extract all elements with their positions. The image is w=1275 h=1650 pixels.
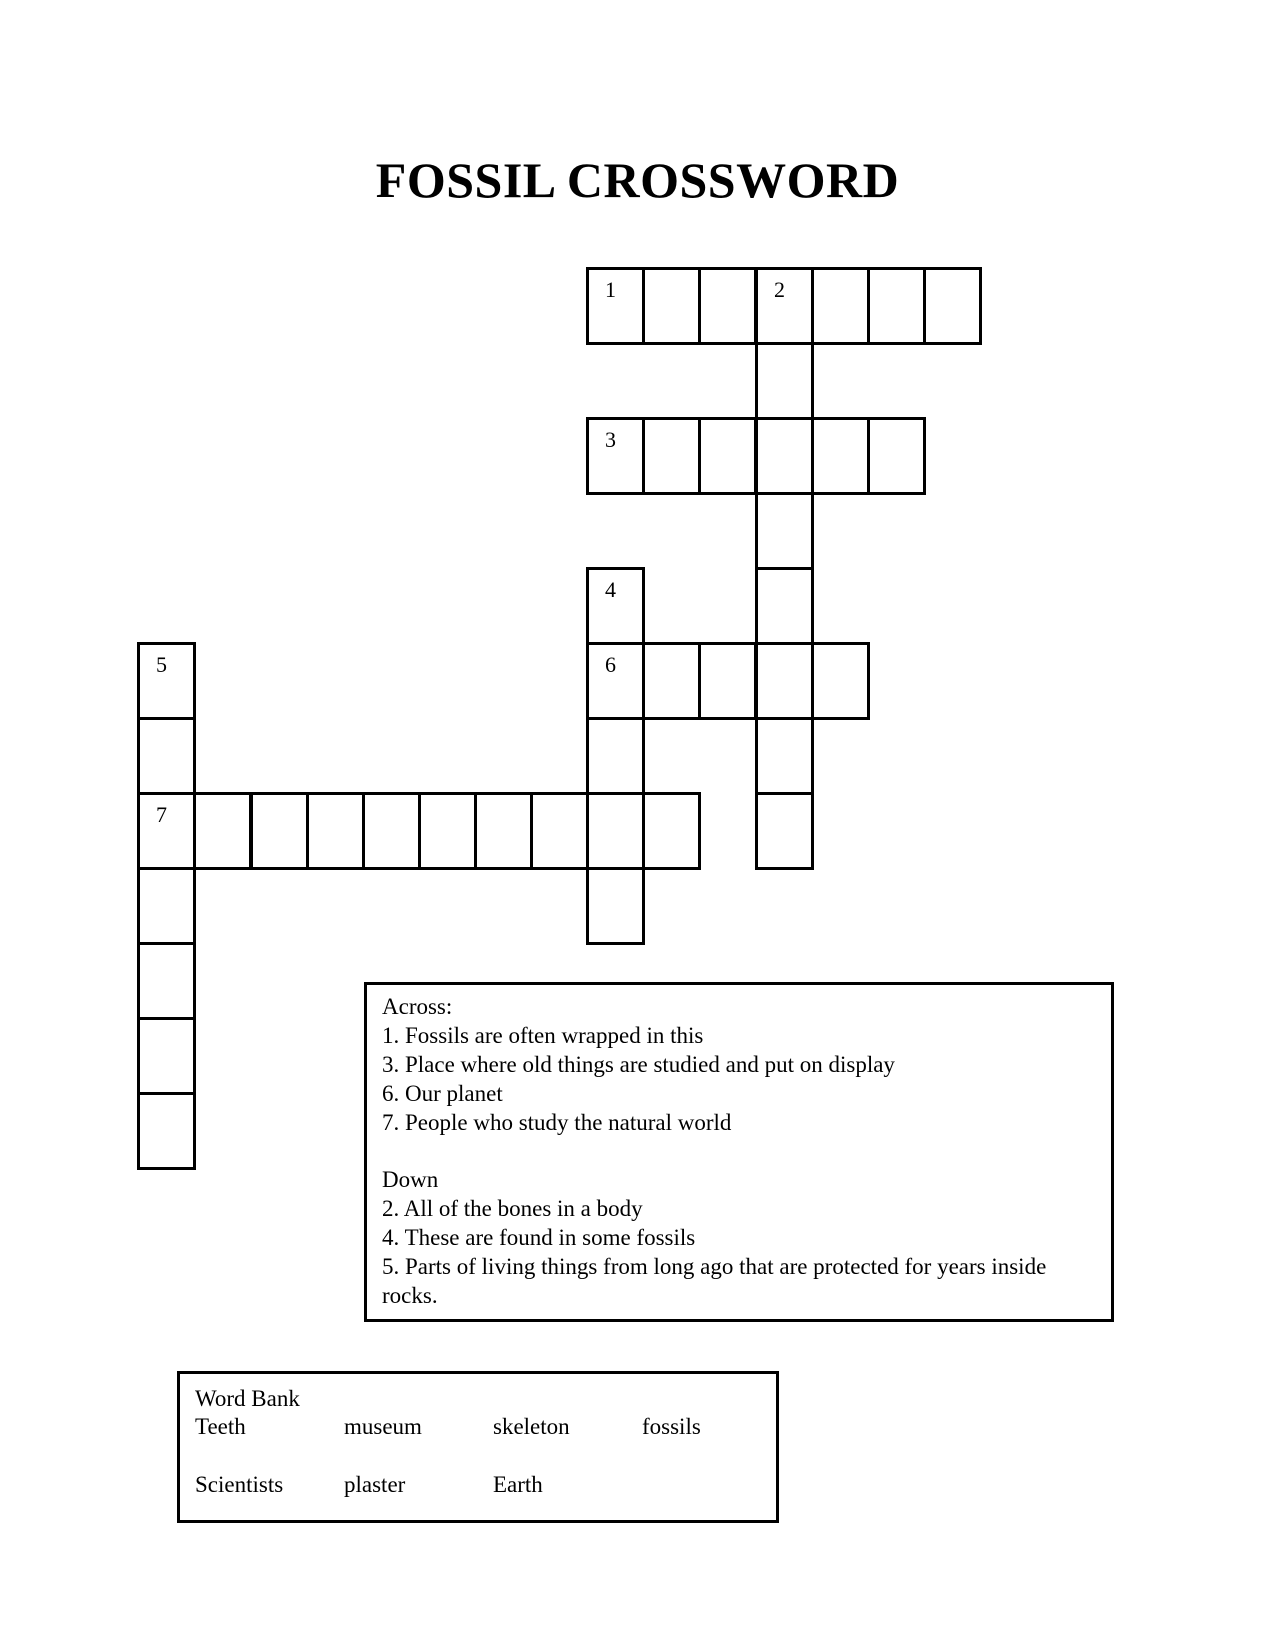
clues-box <box>364 982 1114 1322</box>
grid-cell[interactable] <box>137 792 196 870</box>
grid-cell[interactable] <box>642 417 701 495</box>
down-heading: Down <box>382 1167 439 1192</box>
grid-cell[interactable] <box>755 342 814 420</box>
word-bank-title: Word Bank <box>195 1386 300 1411</box>
across-clue-3: 3. Place where old things are studied and put on display <box>382 1052 895 1077</box>
down-clue-5: 5. Parts of living things from long ago that are protected for years inside rocks. <box>382 1254 1053 1308</box>
grid-cell[interactable] <box>698 417 757 495</box>
word-bank-word: fossils <box>642 1414 701 1439</box>
grid-cell[interactable] <box>586 792 645 870</box>
grid-cell[interactable] <box>530 792 589 870</box>
grid-cell[interactable] <box>418 792 477 870</box>
clue-number: 3 <box>605 427 616 452</box>
word-bank-word: plaster <box>344 1472 406 1497</box>
across-clue-6: 6. Our planet <box>382 1081 503 1106</box>
grid-cell[interactable] <box>811 267 870 345</box>
word-bank-word: Scientists <box>195 1472 284 1497</box>
grid-cell[interactable] <box>586 567 645 645</box>
clue-spacer <box>382 1137 1097 1165</box>
clue-number: 6 <box>605 652 616 677</box>
grid-cell[interactable] <box>306 792 365 870</box>
grid-cell[interactable] <box>137 717 196 795</box>
grid-cell[interactable] <box>193 792 252 870</box>
word-bank-word: skeleton <box>493 1414 570 1439</box>
grid-cell[interactable] <box>586 717 645 795</box>
grid-cell[interactable] <box>755 492 814 570</box>
across-clue-1: 1. Fossils are often wrapped in this <box>382 1023 704 1048</box>
grid-cell[interactable] <box>586 642 645 720</box>
grid-cell[interactable] <box>137 1092 196 1170</box>
word-bank <box>177 1371 779 1523</box>
grid-cell[interactable] <box>642 792 701 870</box>
grid-cell[interactable] <box>474 792 533 870</box>
clue-number: 4 <box>605 577 616 602</box>
across-clue-7: 7. People who study the natural world <box>382 1110 732 1135</box>
grid-cell[interactable] <box>642 267 701 345</box>
grid-cell[interactable] <box>755 567 814 645</box>
page-title: FOSSIL CROSSWORD <box>375 152 900 208</box>
grid-cell[interactable] <box>698 267 757 345</box>
grid-cell[interactable] <box>586 417 645 495</box>
grid-cell[interactable] <box>642 642 701 720</box>
down-clue-4: 4. These are found in some fossils <box>382 1225 696 1250</box>
word-bank-word: Teeth <box>195 1414 246 1439</box>
grid-cell[interactable] <box>811 642 870 720</box>
grid-cell[interactable] <box>755 642 814 720</box>
grid-cell[interactable] <box>811 417 870 495</box>
grid-cell[interactable] <box>362 792 421 870</box>
grid-cell[interactable] <box>137 867 196 945</box>
grid-cell[interactable] <box>137 642 196 720</box>
across-heading: Across: <box>382 994 453 1019</box>
grid-cell[interactable] <box>698 642 757 720</box>
grid-cell[interactable] <box>755 267 814 345</box>
clue-number: 7 <box>156 802 167 827</box>
grid-cell[interactable] <box>137 1017 196 1095</box>
grid-cell[interactable] <box>755 792 814 870</box>
grid-cell[interactable] <box>867 417 926 495</box>
grid-cell[interactable] <box>586 867 645 945</box>
word-bank-word: museum <box>344 1414 422 1439</box>
clue-number: 1 <box>605 277 616 302</box>
word-bank-word: Earth <box>493 1472 543 1497</box>
grid-cell[interactable] <box>250 792 309 870</box>
grid-cell[interactable] <box>586 267 645 345</box>
down-clue-2: 2. All of the bones in a body <box>382 1196 643 1221</box>
grid-cell[interactable] <box>137 942 196 1020</box>
clue-number: 2 <box>774 277 785 302</box>
clue-number: 5 <box>156 652 167 677</box>
grid-cell[interactable] <box>755 417 814 495</box>
grid-cell[interactable] <box>923 267 982 345</box>
grid-cell[interactable] <box>867 267 926 345</box>
grid-cell[interactable] <box>755 717 814 795</box>
